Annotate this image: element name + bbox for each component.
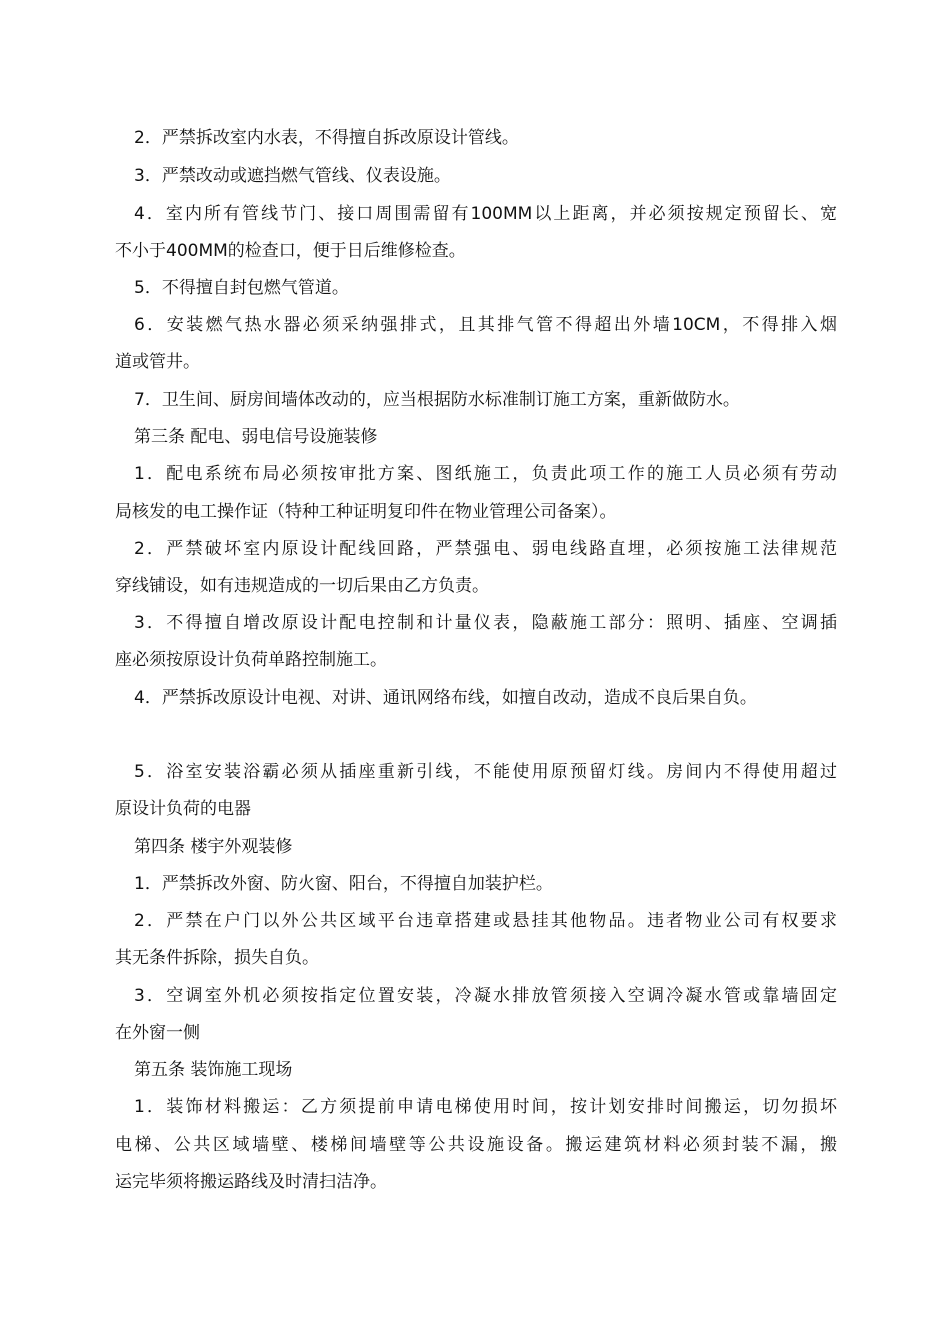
paragraph-line: 4．室内所有管线节门、接口周围需留有100MM以上距离，并必须按规定预留长、宽 [134, 204, 837, 224]
paragraph-line: 座必须按原设计负荷单路控制施工。 [115, 650, 387, 670]
paragraph-line: 电梯、公共区域墙壁、楼梯间墙壁等公共设施设备。搬运建筑材料必须封装不漏，搬 [115, 1135, 837, 1155]
paragraph-line: 5．浴室安装浴霸必须从插座重新引线，不能使用原预留灯线。房间内不得使用超过 [134, 762, 837, 782]
paragraph-line: 5．不得擅自封包燃气管道。 [134, 278, 349, 298]
paragraph-line: 3．不得擅自增改原设计配电控制和计量仪表，隐蔽施工部分：照明、插座、空调插 [134, 613, 837, 633]
paragraph-line: 道或管井。 [115, 352, 200, 372]
paragraph-line: 运完毕须将搬运路线及时清扫洁净。 [115, 1172, 387, 1192]
paragraph-line: 2．严禁拆改室内水表，不得擅自拆改原设计管线。 [134, 128, 519, 148]
paragraph-line: 3．空调室外机必须按指定位置安装，冷凝水排放管须接入空调冷凝水管或靠墙固定 [134, 986, 837, 1006]
paragraph-line: 2．严禁破坏室内原设计配线回路，严禁强电、弱电线路直埋，必须按施工法律规范 [134, 539, 837, 559]
paragraph-line: 6．安装燃气热水器必须采纳强排式，且其排气管不得超出外墙10CM，不得排入烟 [134, 315, 837, 335]
paragraph-line: 原设计负荷的电器 [115, 799, 251, 819]
section-heading: 第四条 楼宇外观装修 [134, 837, 293, 857]
paragraph-line: 穿线铺设，如有违规造成的一切后果由乙方负责。 [115, 576, 489, 596]
paragraph-line: 7．卫生间、厨房间墙体改动的，应当根据防水标准制订施工方案，重新做防水。 [134, 390, 740, 410]
paragraph-line: 1．严禁拆改外窗、防火窗、阳台，不得擅自加装护栏。 [134, 874, 553, 894]
paragraph-line: 4．严禁拆改原设计电视、对讲、通讯网络布线，如擅自改动，造成不良后果自负。 [134, 688, 757, 708]
paragraph-line: 局核发的电工操作证（特种工种证明复印件在物业管理公司备案）。 [115, 502, 617, 522]
paragraph-line: 其无条件拆除，损失自负。 [115, 948, 319, 968]
section-heading: 第三条 配电、弱电信号设施装修 [134, 427, 378, 447]
paragraph-line: 在外窗一侧 [115, 1023, 200, 1043]
paragraph-line: 1．装饰材料搬运：乙方须提前申请电梯使用时间，按计划安排时间搬运，切勿损坏 [134, 1097, 837, 1117]
paragraph-line: 3．严禁改动或遮挡燃气管线、仪表设施。 [134, 166, 451, 186]
section-heading: 第五条 装饰施工现场 [134, 1060, 293, 1080]
paragraph-line: 1．配电系统布局必须按审批方案、图纸施工，负责此项工作的施工人员必须有劳动 [134, 464, 837, 484]
paragraph-line: 不小于400MM的检查口，便于日后维修检查。 [115, 241, 466, 261]
paragraph-line: 2．严禁在户门以外公共区域平台违章搭建或悬挂其他物品。违者物业公司有权要求 [134, 911, 837, 931]
